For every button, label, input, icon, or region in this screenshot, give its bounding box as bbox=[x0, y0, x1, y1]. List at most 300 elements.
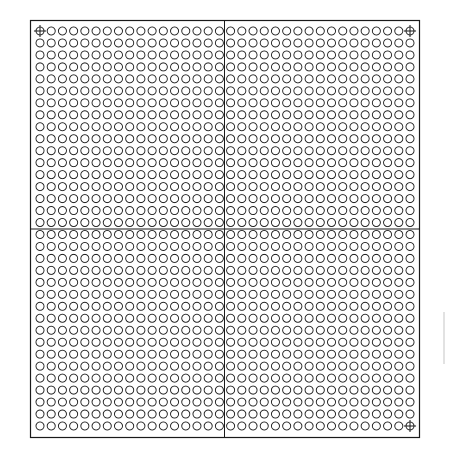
solder-ball bbox=[305, 99, 313, 107]
solder-ball bbox=[159, 75, 167, 83]
solder-ball bbox=[283, 171, 291, 179]
solder-ball bbox=[271, 278, 279, 286]
solder-ball bbox=[406, 75, 414, 83]
solder-ball bbox=[204, 63, 212, 71]
solder-ball bbox=[171, 218, 179, 226]
solder-ball bbox=[70, 207, 78, 215]
solder-ball bbox=[227, 218, 235, 226]
solder-ball bbox=[260, 207, 268, 215]
solder-ball bbox=[114, 350, 122, 358]
solder-ball bbox=[249, 111, 257, 119]
solder-ball bbox=[92, 230, 100, 238]
solder-ball bbox=[327, 195, 335, 203]
solder-ball bbox=[171, 63, 179, 71]
solder-ball bbox=[81, 266, 89, 274]
solder-ball bbox=[372, 51, 380, 59]
solder-ball bbox=[126, 51, 134, 59]
solder-ball bbox=[372, 266, 380, 274]
solder-ball bbox=[361, 99, 369, 107]
solder-ball bbox=[260, 254, 268, 262]
solder-ball bbox=[204, 147, 212, 155]
solder-ball bbox=[305, 362, 313, 370]
solder-ball bbox=[361, 278, 369, 286]
solder-ball bbox=[260, 75, 268, 83]
solder-ball bbox=[384, 314, 392, 322]
solder-ball bbox=[36, 147, 44, 155]
solder-ball bbox=[103, 242, 111, 250]
solder-ball bbox=[103, 350, 111, 358]
solder-ball bbox=[92, 398, 100, 406]
solder-ball bbox=[36, 99, 44, 107]
solder-ball bbox=[339, 374, 347, 382]
solder-ball bbox=[395, 290, 403, 298]
solder-ball bbox=[92, 39, 100, 47]
solder-ball bbox=[249, 386, 257, 394]
solder-ball bbox=[215, 350, 223, 358]
solder-ball bbox=[103, 195, 111, 203]
solder-ball bbox=[171, 338, 179, 346]
solder-ball bbox=[182, 123, 190, 131]
solder-ball bbox=[361, 422, 369, 430]
solder-ball bbox=[260, 51, 268, 59]
solder-ball bbox=[372, 27, 380, 35]
solder-ball bbox=[126, 266, 134, 274]
solder-ball bbox=[148, 230, 156, 238]
solder-ball bbox=[114, 183, 122, 191]
solder-ball bbox=[204, 218, 212, 226]
solder-ball bbox=[339, 51, 347, 59]
solder-ball bbox=[305, 51, 313, 59]
solder-ball bbox=[159, 207, 167, 215]
solder-ball bbox=[227, 39, 235, 47]
solder-ball bbox=[204, 111, 212, 119]
solder-ball bbox=[204, 290, 212, 298]
solder-ball bbox=[395, 398, 403, 406]
solder-ball bbox=[103, 362, 111, 370]
solder-ball bbox=[227, 410, 235, 418]
solder-ball bbox=[395, 218, 403, 226]
solder-ball bbox=[316, 230, 324, 238]
solder-ball bbox=[81, 27, 89, 35]
solder-ball bbox=[238, 242, 246, 250]
solder-ball bbox=[126, 362, 134, 370]
solder-ball bbox=[193, 410, 201, 418]
solder-ball bbox=[92, 99, 100, 107]
solder-ball bbox=[58, 254, 66, 262]
solder-ball bbox=[327, 99, 335, 107]
solder-ball bbox=[171, 195, 179, 203]
solder-ball bbox=[182, 171, 190, 179]
solder-ball bbox=[58, 386, 66, 394]
solder-ball bbox=[137, 230, 145, 238]
solder-ball bbox=[249, 39, 257, 47]
solder-ball bbox=[339, 159, 347, 167]
solder-ball bbox=[271, 111, 279, 119]
solder-ball bbox=[238, 290, 246, 298]
solder-ball bbox=[193, 242, 201, 250]
solder-ball bbox=[238, 207, 246, 215]
solder-ball bbox=[193, 75, 201, 83]
solder-ball bbox=[58, 63, 66, 71]
solder-ball bbox=[372, 326, 380, 334]
solder-ball bbox=[58, 123, 66, 131]
solder-ball bbox=[215, 63, 223, 71]
solder-ball bbox=[204, 326, 212, 334]
solder-ball bbox=[305, 278, 313, 286]
solder-ball bbox=[372, 135, 380, 143]
solder-ball bbox=[395, 314, 403, 322]
solder-ball bbox=[204, 362, 212, 370]
solder-ball bbox=[114, 99, 122, 107]
solder-ball bbox=[260, 314, 268, 322]
solder-ball bbox=[305, 410, 313, 418]
solder-ball bbox=[148, 254, 156, 262]
solder-ball bbox=[137, 147, 145, 155]
solder-ball bbox=[283, 159, 291, 167]
solder-ball bbox=[238, 27, 246, 35]
solder-ball bbox=[395, 87, 403, 95]
solder-ball bbox=[171, 254, 179, 262]
solder-ball bbox=[137, 207, 145, 215]
solder-ball bbox=[159, 314, 167, 322]
solder-ball bbox=[395, 171, 403, 179]
solder-ball bbox=[283, 218, 291, 226]
solder-ball bbox=[227, 171, 235, 179]
solder-ball bbox=[58, 99, 66, 107]
solder-ball bbox=[271, 302, 279, 310]
solder-ball bbox=[395, 183, 403, 191]
solder-ball bbox=[350, 362, 358, 370]
solder-ball bbox=[159, 159, 167, 167]
solder-ball bbox=[114, 207, 122, 215]
solder-ball bbox=[260, 266, 268, 274]
solder-ball bbox=[227, 398, 235, 406]
solder-ball bbox=[384, 51, 392, 59]
solder-ball bbox=[327, 302, 335, 310]
solder-ball bbox=[204, 87, 212, 95]
solder-ball bbox=[70, 63, 78, 71]
solder-ball bbox=[58, 314, 66, 322]
solder-ball bbox=[137, 326, 145, 334]
solder-ball bbox=[193, 207, 201, 215]
solder-ball bbox=[215, 266, 223, 274]
solder-ball bbox=[193, 39, 201, 47]
solder-ball bbox=[327, 111, 335, 119]
solder-ball bbox=[283, 63, 291, 71]
solder-ball bbox=[171, 87, 179, 95]
solder-ball bbox=[384, 123, 392, 131]
solder-ball bbox=[137, 159, 145, 167]
solder-ball bbox=[204, 183, 212, 191]
solder-ball bbox=[148, 338, 156, 346]
solder-ball bbox=[114, 123, 122, 131]
solder-ball bbox=[70, 123, 78, 131]
solder-ball bbox=[327, 147, 335, 155]
solder-ball bbox=[159, 386, 167, 394]
solder-ball bbox=[182, 254, 190, 262]
solder-ball bbox=[361, 326, 369, 334]
solder-ball bbox=[36, 39, 44, 47]
solder-ball bbox=[327, 314, 335, 322]
solder-ball bbox=[182, 374, 190, 382]
solder-ball bbox=[305, 326, 313, 334]
solder-ball bbox=[70, 159, 78, 167]
solder-ball bbox=[70, 374, 78, 382]
solder-ball bbox=[58, 195, 66, 203]
solder-ball bbox=[70, 278, 78, 286]
solder-ball bbox=[406, 111, 414, 119]
solder-ball bbox=[283, 278, 291, 286]
solder-ball bbox=[305, 87, 313, 95]
solder-ball bbox=[204, 302, 212, 310]
solder-ball bbox=[81, 147, 89, 155]
solder-ball bbox=[227, 87, 235, 95]
solder-ball bbox=[361, 171, 369, 179]
solder-ball bbox=[70, 314, 78, 322]
solder-ball bbox=[361, 51, 369, 59]
solder-ball bbox=[47, 195, 55, 203]
solder-ball bbox=[215, 27, 223, 35]
solder-ball bbox=[372, 39, 380, 47]
solder-ball bbox=[103, 99, 111, 107]
solder-ball bbox=[182, 195, 190, 203]
solder-ball bbox=[361, 27, 369, 35]
solder-ball bbox=[137, 171, 145, 179]
solder-ball bbox=[316, 51, 324, 59]
solder-ball bbox=[215, 338, 223, 346]
solder-ball bbox=[126, 207, 134, 215]
solder-ball bbox=[193, 290, 201, 298]
solder-ball bbox=[406, 218, 414, 226]
solder-ball bbox=[283, 75, 291, 83]
solder-ball bbox=[114, 87, 122, 95]
solder-ball bbox=[36, 75, 44, 83]
solder-ball bbox=[260, 278, 268, 286]
solder-ball bbox=[148, 302, 156, 310]
solder-ball bbox=[227, 111, 235, 119]
solder-ball bbox=[137, 111, 145, 119]
solder-ball bbox=[137, 123, 145, 131]
solder-ball bbox=[271, 87, 279, 95]
solder-ball bbox=[395, 159, 403, 167]
solder-ball bbox=[249, 398, 257, 406]
solder-ball bbox=[238, 350, 246, 358]
solder-ball bbox=[384, 183, 392, 191]
solder-ball bbox=[361, 242, 369, 250]
solder-ball bbox=[204, 314, 212, 322]
solder-ball bbox=[260, 195, 268, 203]
solder-ball bbox=[271, 338, 279, 346]
solder-ball bbox=[327, 374, 335, 382]
solder-ball bbox=[339, 350, 347, 358]
solder-ball bbox=[238, 51, 246, 59]
solder-ball bbox=[103, 63, 111, 71]
solder-ball bbox=[294, 159, 302, 167]
solder-ball bbox=[361, 123, 369, 131]
solder-ball bbox=[384, 278, 392, 286]
solder-ball bbox=[137, 51, 145, 59]
solder-ball bbox=[406, 135, 414, 143]
solder-ball bbox=[215, 51, 223, 59]
solder-ball bbox=[350, 290, 358, 298]
solder-ball bbox=[294, 230, 302, 238]
solder-ball bbox=[126, 398, 134, 406]
solder-ball bbox=[271, 326, 279, 334]
solder-ball bbox=[384, 242, 392, 250]
solder-ball bbox=[126, 39, 134, 47]
solder-ball bbox=[103, 111, 111, 119]
solder-ball bbox=[350, 254, 358, 262]
solder-ball bbox=[350, 278, 358, 286]
solder-ball bbox=[70, 99, 78, 107]
solder-ball bbox=[92, 75, 100, 83]
solder-ball bbox=[406, 39, 414, 47]
solder-ball bbox=[81, 230, 89, 238]
solder-ball bbox=[193, 362, 201, 370]
solder-ball bbox=[114, 410, 122, 418]
solder-ball bbox=[103, 278, 111, 286]
solder-ball bbox=[316, 266, 324, 274]
solder-ball bbox=[249, 410, 257, 418]
solder-ball bbox=[81, 171, 89, 179]
solder-ball bbox=[193, 302, 201, 310]
solder-ball bbox=[126, 254, 134, 262]
solder-ball bbox=[384, 39, 392, 47]
solder-ball bbox=[283, 398, 291, 406]
solder-ball bbox=[182, 75, 190, 83]
solder-ball bbox=[305, 422, 313, 430]
solder-ball bbox=[36, 302, 44, 310]
solder-ball bbox=[47, 63, 55, 71]
solder-ball bbox=[316, 195, 324, 203]
solder-ball bbox=[339, 302, 347, 310]
solder-ball bbox=[126, 171, 134, 179]
solder-ball bbox=[339, 39, 347, 47]
solder-ball bbox=[384, 87, 392, 95]
solder-ball bbox=[305, 386, 313, 394]
solder-ball bbox=[283, 230, 291, 238]
solder-ball bbox=[182, 338, 190, 346]
solder-ball bbox=[327, 326, 335, 334]
solder-ball bbox=[47, 87, 55, 95]
solder-ball bbox=[137, 422, 145, 430]
solder-ball bbox=[114, 230, 122, 238]
solder-ball bbox=[182, 111, 190, 119]
solder-ball bbox=[114, 314, 122, 322]
solder-ball bbox=[271, 147, 279, 155]
solder-ball bbox=[58, 290, 66, 298]
solder-ball bbox=[36, 374, 44, 382]
solder-ball bbox=[58, 183, 66, 191]
solder-ball bbox=[316, 290, 324, 298]
solder-ball bbox=[372, 398, 380, 406]
solder-ball bbox=[372, 207, 380, 215]
solder-ball bbox=[249, 87, 257, 95]
solder-ball bbox=[305, 302, 313, 310]
solder-ball bbox=[327, 27, 335, 35]
solder-ball bbox=[361, 254, 369, 262]
solder-ball bbox=[339, 266, 347, 274]
solder-ball bbox=[92, 350, 100, 358]
solder-ball bbox=[361, 63, 369, 71]
solder-ball bbox=[305, 230, 313, 238]
solder-ball bbox=[182, 230, 190, 238]
solder-ball bbox=[36, 290, 44, 298]
solder-ball bbox=[283, 410, 291, 418]
solder-ball bbox=[182, 362, 190, 370]
solder-ball bbox=[171, 398, 179, 406]
solder-ball bbox=[238, 87, 246, 95]
solder-ball bbox=[204, 278, 212, 286]
solder-ball bbox=[92, 362, 100, 370]
solder-ball bbox=[238, 386, 246, 394]
solder-ball bbox=[249, 266, 257, 274]
solder-ball bbox=[148, 266, 156, 274]
solder-ball bbox=[372, 362, 380, 370]
solder-ball bbox=[126, 147, 134, 155]
solder-ball bbox=[406, 398, 414, 406]
solder-ball bbox=[339, 123, 347, 131]
solder-ball bbox=[227, 63, 235, 71]
solder-ball bbox=[384, 410, 392, 418]
solder-ball bbox=[238, 254, 246, 262]
solder-ball bbox=[384, 63, 392, 71]
solder-ball bbox=[171, 278, 179, 286]
solder-ball bbox=[36, 278, 44, 286]
solder-ball bbox=[294, 398, 302, 406]
solder-ball bbox=[406, 362, 414, 370]
solder-ball bbox=[126, 374, 134, 382]
solder-ball bbox=[114, 195, 122, 203]
solder-ball bbox=[36, 207, 44, 215]
solder-ball bbox=[227, 314, 235, 322]
solder-ball bbox=[249, 218, 257, 226]
solder-ball bbox=[327, 386, 335, 394]
solder-ball bbox=[92, 254, 100, 262]
solder-ball bbox=[227, 386, 235, 394]
solder-ball bbox=[395, 338, 403, 346]
solder-ball bbox=[81, 51, 89, 59]
solder-ball bbox=[70, 183, 78, 191]
solder-ball bbox=[215, 314, 223, 322]
solder-ball bbox=[137, 386, 145, 394]
solder-ball bbox=[350, 207, 358, 215]
solder-ball bbox=[339, 398, 347, 406]
solder-ball bbox=[171, 422, 179, 430]
solder-ball bbox=[350, 75, 358, 83]
solder-ball bbox=[114, 63, 122, 71]
solder-ball bbox=[271, 27, 279, 35]
solder-ball bbox=[350, 314, 358, 322]
solder-ball bbox=[350, 87, 358, 95]
solder-ball bbox=[305, 290, 313, 298]
solder-ball bbox=[204, 171, 212, 179]
solder-ball bbox=[182, 159, 190, 167]
solder-ball bbox=[350, 63, 358, 71]
solder-ball bbox=[249, 75, 257, 83]
solder-ball bbox=[406, 147, 414, 155]
solder-ball bbox=[58, 147, 66, 155]
solder-ball bbox=[159, 123, 167, 131]
solder-ball bbox=[182, 326, 190, 334]
solder-ball bbox=[204, 159, 212, 167]
solder-ball bbox=[238, 123, 246, 131]
solder-ball bbox=[193, 422, 201, 430]
solder-ball bbox=[350, 39, 358, 47]
solder-ball bbox=[238, 266, 246, 274]
solder-ball bbox=[361, 218, 369, 226]
solder-ball bbox=[81, 207, 89, 215]
